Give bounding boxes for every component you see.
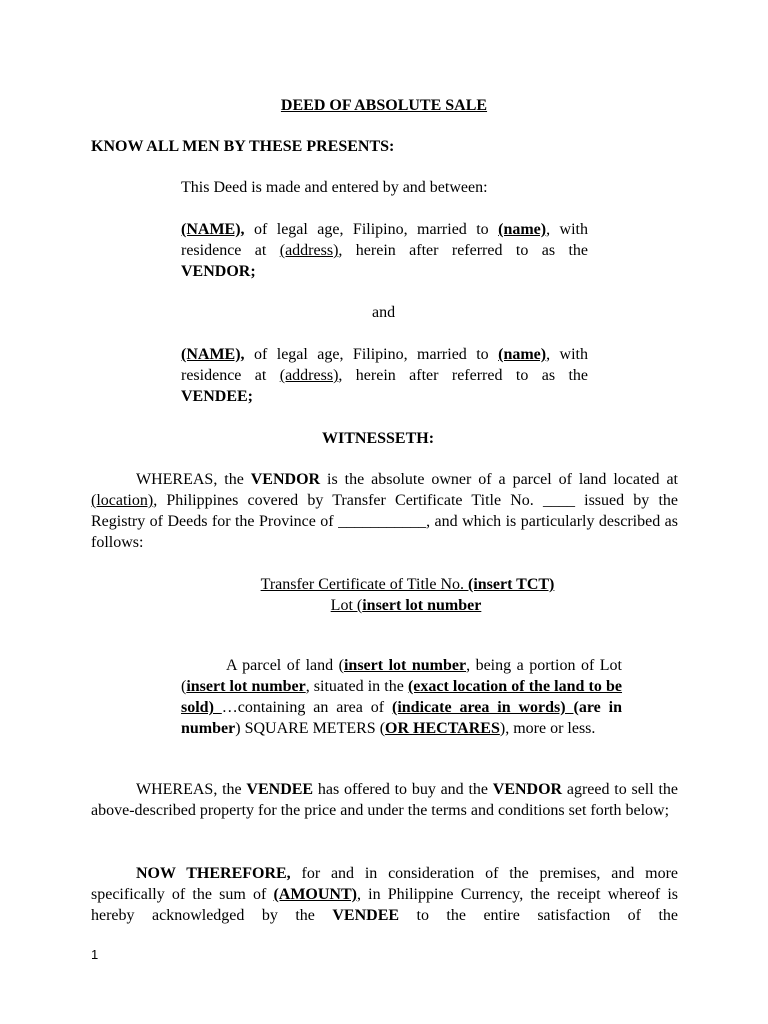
intro-heading: KNOW ALL MEN BY THESE PRESENTS: [91,138,395,155]
vendor-paragraph: (NAME), of legal age, Filipino, married to (name), with residence at (address), herein after referred to as the VENDOR; [181,221,588,280]
vendor-spouse: (name) [498,221,547,238]
vendee-paragraph: (NAME), of legal age, Filipino, married to (name), with residence at (address), herein after referred to as the VENDEE; [181,346,588,405]
vendee-address: (address) [279,367,339,384]
location-field: (location) [91,492,154,509]
amount-field: (AMOUNT) [273,886,357,903]
vendee-spouse: (name) [498,346,547,363]
tct-line: Transfer Certificate of Title No. (insert TCT) [260,576,555,593]
lot-line: Lot (insert lot number [330,597,482,614]
vendor-name: (NAME), [181,221,245,238]
witnesseth-heading: WITNESSETH: [322,430,435,447]
vendor-address: (address) [279,242,339,259]
whereas-offer-paragraph: WHEREAS, the VENDEE has offered to buy and the VENDOR agreed to sell the above-described property for the price and under the terms and conditions set forth below; [91,781,679,819]
vendee-role: VENDEE; [181,388,254,405]
whereas-ownership-paragraph: WHEREAS, the VENDOR is the absolute owner of a parcel of land located at (location), Philippines covered by Transfer Certificate Title No. ____ issued by the Registry of Deeds for the Province of ___________, and which is particularly described as follows: [91,471,679,551]
parcel-description: A parcel of land (insert lot number, being a portion of Lot (insert lot number, situated in the (exact location of the land to be sold) …containing an area of (indicate area in words) (are in number) SQUARE METERS (OR HECTARES), more or less. [181,657,623,737]
and-text: and [372,304,396,321]
vendee-name: (NAME), [181,346,245,363]
document-title: DEED OF ABSOLUTE SALE [280,97,488,114]
made-by-text: This Deed is made and entered by and between: [181,179,488,196]
page-number: 1 [91,947,99,962]
now-therefore-paragraph: NOW THEREFORE, for and in consideration of the premises, and more specifically of the sum of (AMOUNT), in Philippine Currency, the receipt whereof is hereby acknowledged by the VENDEE to the entire satisfaction of the [91,865,679,924]
vendor-role: VENDOR; [181,263,256,280]
